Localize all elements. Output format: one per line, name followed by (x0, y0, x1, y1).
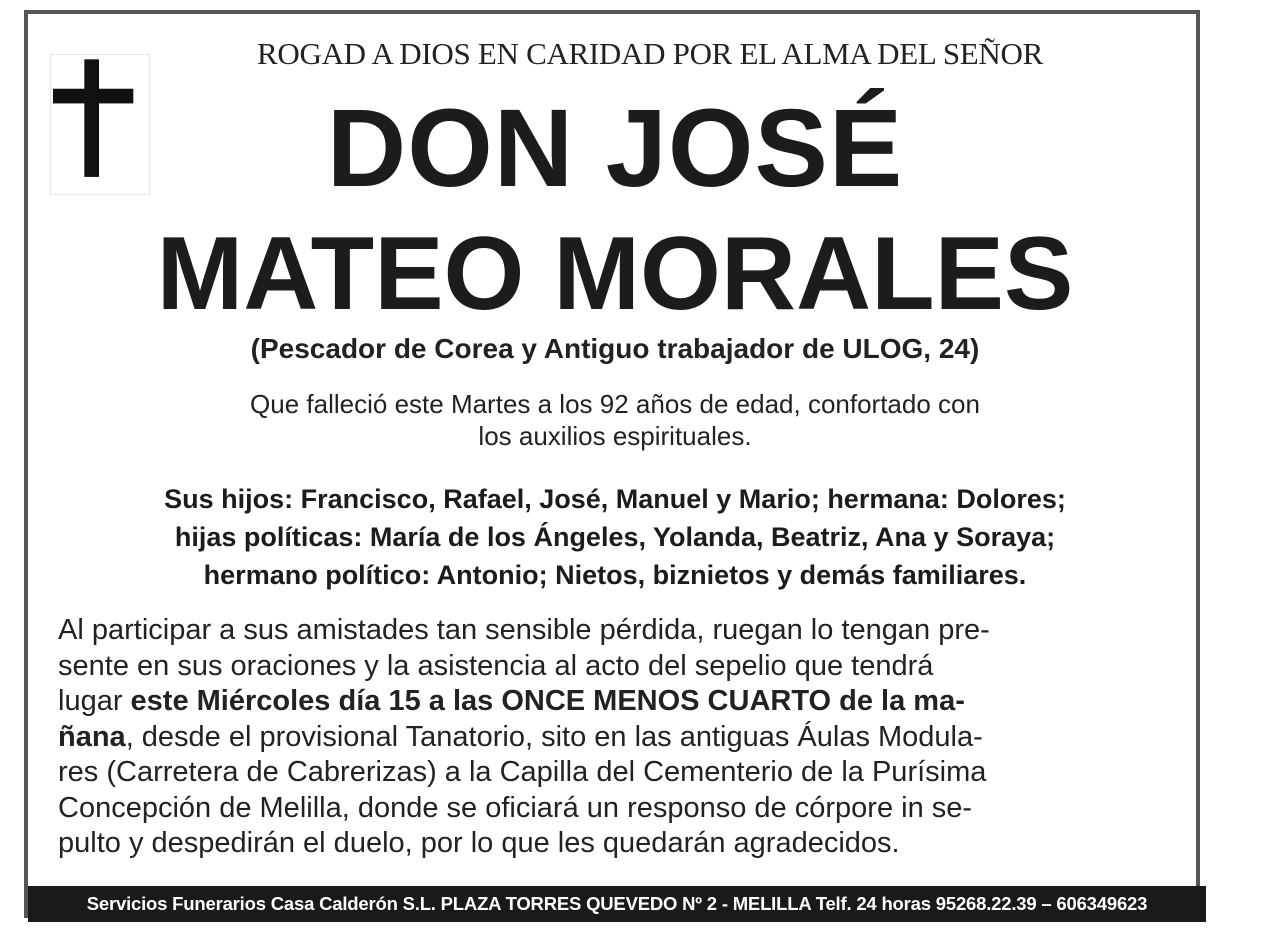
family-list (40, 480, 1190, 594)
closing-line (58, 720, 1158, 756)
service-time-end: ñana (58, 720, 126, 753)
closing-line: pulto y despedirán el duelo, por lo que les quedarán agradecidos. (58, 827, 900, 859)
notice-heading: ROGAD A DIOS EN CARIDAD POR EL ALMA DEL SEÑOR (257, 36, 1043, 71)
closing-paragraph (58, 613, 1158, 862)
closing-line: Concepción de Melilla, donde se oficiará un responso de córpore in se- (58, 791, 973, 824)
death-line: los auxilios espirituales. (478, 421, 752, 451)
funeral-home-footer: Servicios Funerarios Casa Calderón S.L. PLAZA TORRES QUEVEDO Nº 2 - MELILLA Telf. 24 horas 95268.22.39 – 606349623 (28, 886, 1206, 922)
closing-line: Al participar a sus amistades tan sensible pérdida, ruegan lo tengan pre- (58, 614, 990, 646)
closing-line: res (Carretera de Cabrerizas) a la Capilla del Cementerio de la Purísima (58, 756, 987, 788)
occupation-note: (Pescador de Corea y Antiguo trabajador de ULOG, 24) (250, 333, 980, 364)
closing-line (58, 684, 1158, 720)
family-line: hijas políticas: María de los Ángeles, Yolanda, Beatriz, Ana y Soraya; (174, 522, 1056, 552)
family-line: hermano político: Antonio; Nietos, biznietos y demás familiares. (203, 560, 1027, 590)
closing-line: sente en sus oraciones y la asistencia al acto del sepelio que tendrá (58, 649, 934, 682)
closing-text: lugar (58, 685, 131, 717)
death-line: Que falleció este Martes a los 92 años de edad, confortado con (250, 389, 980, 419)
service-time: este Miércoles día 15 a las ONCE MENOS CUARTO de la ma- (130, 685, 965, 717)
deceased-name-line-1: DON JOSÉ (326, 87, 904, 210)
death-announcement (80, 388, 1150, 452)
family-line: Sus hijos: Francisco, Rafael, José, Manuel y Mario; hermana: Dolores; (164, 484, 1066, 514)
closing-text: , desde el provisional Tanatorio, sito en las antiguas Áulas Modula- (125, 720, 983, 753)
deceased-name-line-2: MATEO MORALES (156, 216, 1074, 332)
